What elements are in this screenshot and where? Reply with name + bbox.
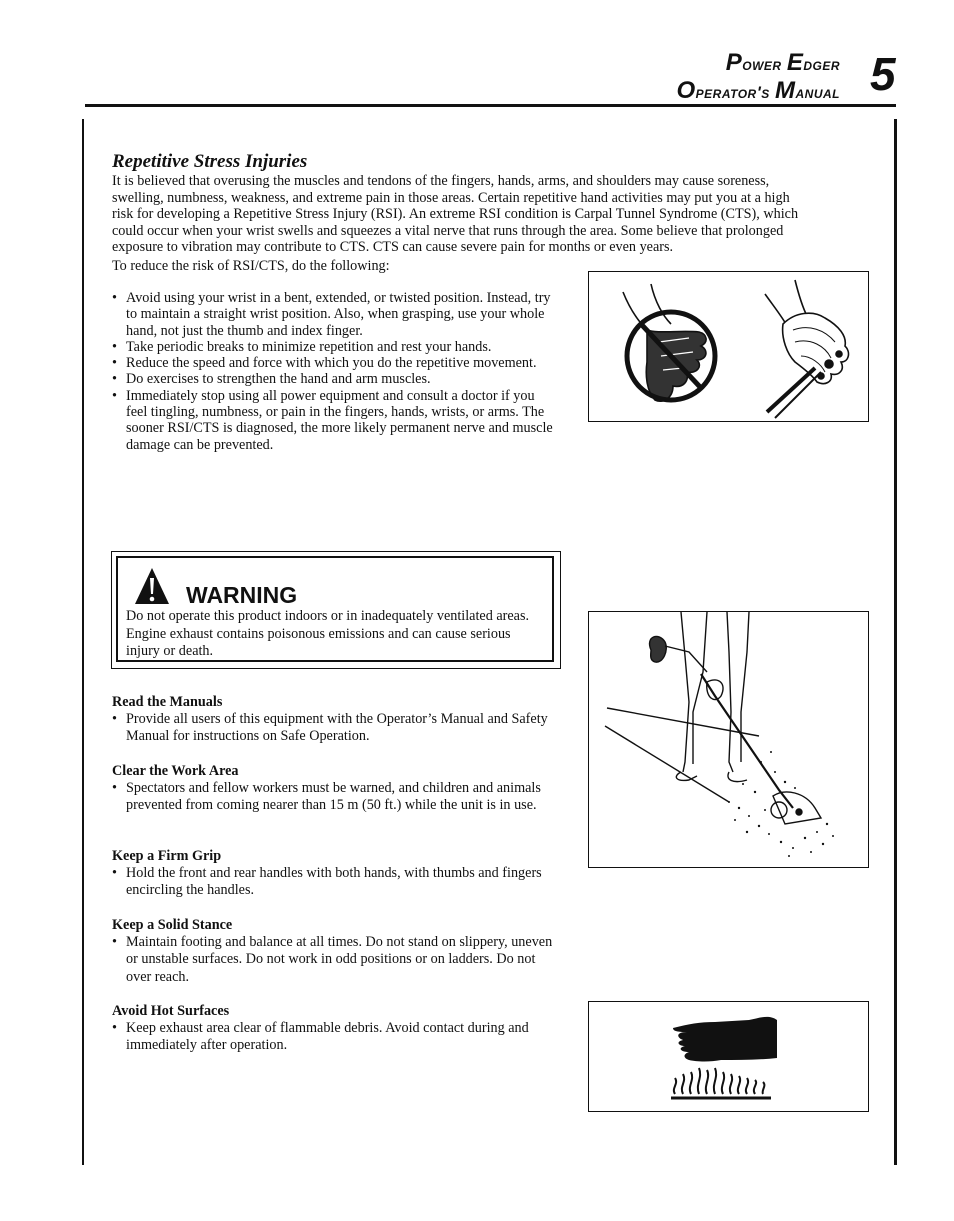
warning-heading: WARNING bbox=[186, 582, 298, 608]
title-rest-ower: ower bbox=[742, 55, 787, 74]
list-item: • Immediately stop using all power equipment and consult a doctor if you feel tingling, numbness, or pain in the fingers, hands, wrists, or arms. The sooner RSI/CTS is diagnosed, the more likely permanent nerve and muscle damage can be prevented. bbox=[112, 388, 556, 453]
operator-figure bbox=[588, 611, 869, 868]
manual-title-line1 bbox=[676, 50, 840, 78]
title-rest-dger: dger bbox=[803, 55, 840, 74]
hot-surface-hand-icon bbox=[589, 1002, 868, 1111]
title-initial-e: E bbox=[786, 49, 804, 76]
list-item: • Provide all users of this equipment with the Operator’s Manual and Safety Manual for instructions on Safe Operation. bbox=[112, 711, 556, 746]
list-item: • Take periodic breaks to minimize repetition and rest your hands. bbox=[112, 339, 556, 355]
title-rest-anual: anual bbox=[795, 83, 840, 102]
right-margin-rule bbox=[894, 119, 897, 1165]
rsi-paragraph-line: It is believed that overusing the muscles and tendons of the fingers, hands, arms, and shoulders may cause soreness, bbox=[112, 173, 770, 189]
title-rest-perators: perator's bbox=[695, 83, 775, 102]
hot-surface-figure bbox=[588, 1001, 869, 1112]
straight-wrist-hand-icon bbox=[765, 280, 848, 418]
manual-title-line2 bbox=[676, 78, 840, 106]
heading-read-manuals: Read the Manuals bbox=[112, 694, 223, 710]
operator-edging-illustration bbox=[589, 612, 868, 867]
title-initial-p: P bbox=[725, 49, 743, 76]
heading-clear-work-area: Clear the Work Area bbox=[112, 763, 239, 779]
hot-surfaces-list bbox=[112, 1020, 556, 1055]
solid-stance-list bbox=[112, 934, 556, 986]
title-initial-m: M bbox=[775, 77, 796, 104]
read-manuals-list bbox=[112, 711, 556, 746]
left-margin-rule bbox=[82, 119, 84, 1165]
title-initial-o: O bbox=[676, 77, 696, 104]
warning-triangle-icon bbox=[133, 566, 171, 606]
manual-title bbox=[676, 50, 840, 106]
wrist-position-figure bbox=[588, 271, 869, 422]
header-rule bbox=[85, 104, 896, 107]
section-title-rsi: Repetitive Stress Injuries bbox=[112, 151, 308, 172]
rsi-paragraph-line: exposure to vibration may contribute to CTS. CTS can cause severe pain for months or even years. bbox=[112, 239, 674, 255]
heading-hot-surfaces: Avoid Hot Surfaces bbox=[112, 1003, 230, 1019]
firm-grip-list bbox=[112, 865, 556, 900]
list-item: • Spectators and fellow workers must be warned, and children and animals prevented from coming nearer than 15 m (50 ft.) while the unit is in use. bbox=[112, 780, 556, 815]
debris-speckles bbox=[728, 751, 834, 857]
clear-work-area-list bbox=[112, 780, 556, 815]
list-item: • Keep exhaust area clear of flammable debris. Avoid contact during and immediately after operation. bbox=[112, 1020, 556, 1055]
rsi-paragraph-line: swelling, numbness, weakness, and extreme pain in those areas. Certain repetitive hand activities may put you at a high bbox=[112, 189, 790, 206]
heat-waves-icon bbox=[674, 1068, 765, 1094]
list-item: • Reduce the speed and force with which you do the repetitive movement. bbox=[112, 355, 556, 371]
list-item: • Avoid using your wrist in a bent, extended, or twisted position. Instead, try to maintain a straight wrist position. Also, when grasping, use your whole hand, not just the thumb and index finger. bbox=[112, 290, 556, 339]
rsi-intro: To reduce the risk of RSI/CTS, do the following: bbox=[112, 258, 390, 274]
list-item: • Hold the front and rear handles with both hands, with thumbs and fingers encircling the handles. bbox=[112, 865, 556, 900]
list-item: • Maintain footing and balance at all times. Do not stand on slippery, uneven or unstable surfaces. Do not work in odd positions or on ladders. Do not over reach. bbox=[112, 934, 556, 986]
rsi-bullet-list bbox=[112, 290, 556, 453]
wrist-illustration bbox=[589, 272, 868, 421]
warning-text: Do not operate this product indoors or in inadequately ventilated areas. Engine exhaust contains poisonous emissions and can cause serious injury or death. bbox=[126, 608, 530, 659]
rsi-paragraph-line: risk for developing a Repetitive Stress Injury (RSI). An extreme RSI condition is Carpal Tunnel Syndrome (CTS), which bbox=[112, 206, 799, 222]
rsi-paragraph-line: could occur when your wrist swells and squeezes a vital nerve that runs through the area. Some believe that prolonged bbox=[112, 222, 784, 239]
list-item: • Do exercises to strengthen the hand and arm muscles. bbox=[112, 371, 556, 387]
page-number: 5 bbox=[870, 48, 896, 100]
heading-firm-grip: Keep a Firm Grip bbox=[112, 848, 222, 864]
heading-solid-stance: Keep a Solid Stance bbox=[112, 917, 233, 933]
